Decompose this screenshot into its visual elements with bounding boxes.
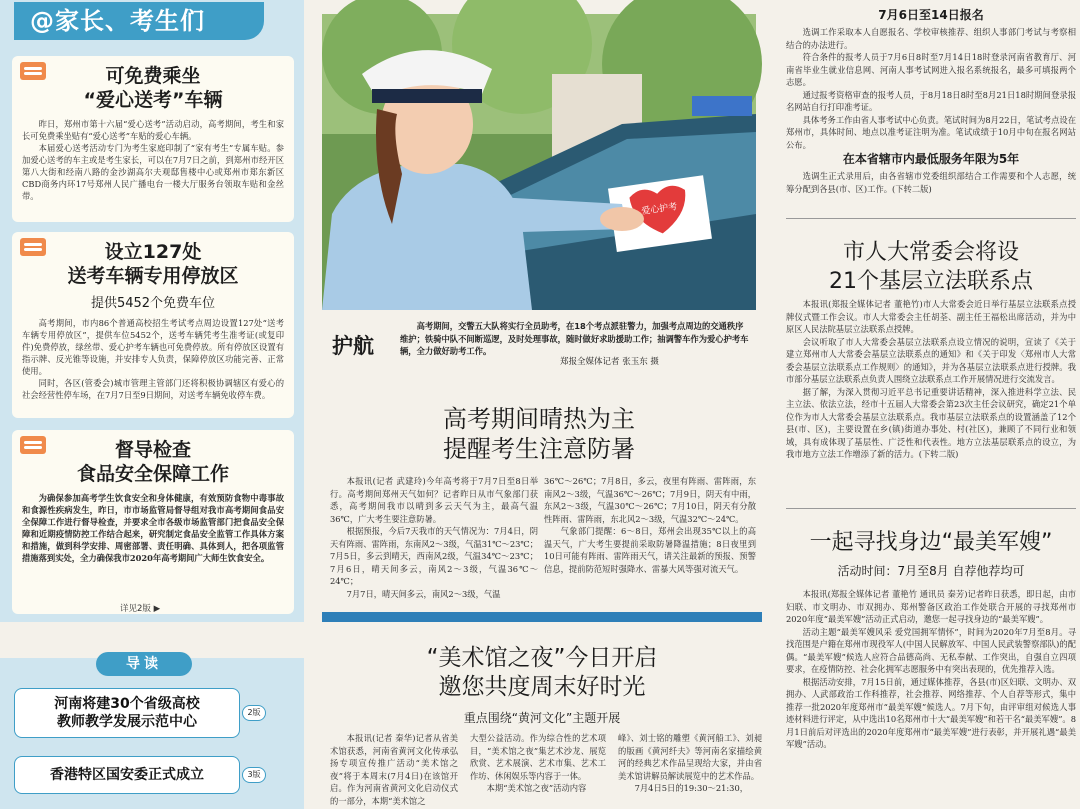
box-title-line: 可免费乘坐 bbox=[105, 65, 201, 87]
divider bbox=[786, 218, 1076, 219]
paragraph: 本报讯(郑报全媒体记者 董艳竹)市人大常委会近日举行基层立法联系点授牌仪式暨工作会议。市人大常委会主任胡荃、副主任王福松出席活动，并为中原区人民法院基层立法联系点授牌。 bbox=[786, 299, 1076, 334]
tag-icon bbox=[20, 238, 46, 256]
paragraph: 符合条件的报考人员于7月6日8时至7月14日18时登录河南省教育厅、河南省毕业生就业信息网、河南人事考试网进入报名系统报名，最多可填报两个志愿。 bbox=[786, 52, 1076, 87]
news-photo bbox=[322, 14, 756, 310]
army-wife-article bbox=[786, 588, 1076, 809]
photo-caption: 高考期间，交警五大队将实行全员助考，在18个考点派驻警力，加强考点周边的交通秩序维护；铁骑中队不间断巡逻，及时处理事故，随时做好求助援助工作；抽调警车作为爱心护考车辆，全力做好助考工作。 bbox=[400, 321, 749, 356]
paragraph: 据了解，为深入贯彻习近平总书记重要讲话精神，深入推进科学立法、民主立法、依法立法，经市十五届人大常委会第23次主任会议研究，确定21个单位作为市人大常委会基层立法联系点。我市基层立法联系点的设置涵盖了12个县(市、区)，主要设置在乡(镇)街道办事处、村(社区)，兼顾了不同行业和领域，具有成体现了基层性、广泛性和代表性。地方立法基层联系点的设立，为我市地方立法工作增添了新的活力。(下转二版) bbox=[786, 386, 1076, 459]
registration-subhead: 7月6日至14日报名 bbox=[878, 8, 984, 22]
recruit-article-top bbox=[786, 26, 1076, 150]
guide-page-badge[interactable]: 3版 bbox=[242, 767, 266, 783]
paragraph: 7月4日5日的19:30～21:30， bbox=[634, 783, 749, 793]
headline-line: 21个基层立法联系点 bbox=[829, 269, 1033, 294]
box-title-line: “爱心送考”车辆 bbox=[83, 89, 223, 111]
paragraph: 峰》、刘士铭的雕塑《黄河船工》、刘昶的版画《黄河纤夫》等河南名家描绘黄河的经典艺术作品呈现给大家，并由省美术馆讲解员解读展览中的艺术作品。 bbox=[618, 733, 762, 781]
paragraph: 本报讯(记者 武建玲)今年高考将于7月7日至8日举行。高考期间郑州天气如何？记者昨日从市气象部门获悉，高考期间我市以晴到多云天气为主，最高气温36℃，广大考生要注意防暑。 bbox=[330, 476, 538, 524]
paragraph: 选调工作采取本人自愿报名、学校审核推荐、组织人事部门考试与考察相结合的办法进行。 bbox=[786, 27, 1076, 50]
art-headline[interactable] bbox=[322, 644, 762, 702]
weather-article-col2 bbox=[544, 475, 756, 605]
recruit-article-mid bbox=[786, 170, 1076, 196]
box-title bbox=[12, 64, 294, 112]
photo-credit: 郑报全媒体记者 张玉东 摄 bbox=[560, 357, 659, 367]
news-box-free-ride[interactable] bbox=[12, 56, 294, 222]
photo-illustration bbox=[322, 14, 756, 310]
box-body bbox=[12, 112, 294, 202]
army-wife-headline[interactable]: 一起寻找身边“最美军嫂” bbox=[809, 530, 1053, 555]
paragraph: 本报讯(郑报全媒体记者 董艳竹 通讯员 秦芳)记者昨日获悉，即日起，由市妇联、市文明办、市双拥办、郑州警备区政治工作处联合开展的寻找郑州市2020年度“最美军嫂”活动正式启动，邀您一起寻找身边的“最美军嫂”。 bbox=[786, 589, 1076, 624]
sticker-text: 爱心护考 bbox=[640, 202, 678, 218]
see-more-label: 详见2版 bbox=[120, 604, 151, 614]
army-wife-subtitle: 活动时间：7月至8月 自荐他荐均可 bbox=[837, 564, 1025, 578]
section-banner: @家长、考生们 bbox=[14, 2, 264, 40]
headline-line: 邀您共度周末好时光 bbox=[438, 674, 646, 700]
paragraph: 会议听取了市人大常委会基层立法联系点设立情况的说明，宣读了《关于建立郑州市人大常委会基层立法联系点的通知》和《关于印发〈郑州市人大常委会基层立法联系点工作规则〉的通知》，并为各基层立法联系点进行授牌。我市部分基层立法联系点负责人围绕立法联系点工作开展情况进行交流发言。 bbox=[786, 336, 1076, 384]
headline-line: “美术馆之夜”今日开启 bbox=[426, 645, 658, 671]
paragraph: 本期“美术馆之夜”活动内容 bbox=[486, 783, 587, 793]
guide-item-line: 教师教学发展示范中心 bbox=[56, 714, 197, 730]
paragraph: 活动主题“最美军嫂风采 爱党国拥军情怀”，时间为2020年7月至8月。寻找范围是户籍在郑州市现役军人(中国人民解放军、中国人民武装警察部队)的配偶。“最美军嫂”候选人应符合品德高尚、无私奉献、工作突出，自强自立四项要求，在疫情防控、社会化拥军志愿服务中有突出表现的，优先推荐入选。 bbox=[786, 626, 1076, 674]
weather-article-col1 bbox=[330, 475, 538, 605]
box-title bbox=[12, 240, 294, 288]
guide-item-line: 香港特区国安委正式成立 bbox=[50, 767, 204, 783]
caption-label: 护航 bbox=[332, 334, 374, 358]
box-subtitle: 提供5452个免费车位 bbox=[90, 296, 216, 311]
section-divider bbox=[322, 612, 762, 622]
box-body bbox=[12, 486, 294, 564]
news-box-food-safety[interactable] bbox=[12, 430, 294, 614]
paragraph: 根据活动安排，7月15日前，通过媒体推荐，各县(市)区妇联、文明办、双拥办、人武部政治工作科推荐，社会推荐、网络推荐、个人自荐等形式，集中推荐一批2020年度郑州市“最美军嫂”候选人。7月下旬，由评审组对候选人事迹材料进行评定，从中选出10名郑州市十大“最美军嫂”和若干名“最美军嫂”。8月1日前后对评选出的2020年度郑州市“最美军嫂”进行表彰，并开展礼遇“最美军嫂”活动。 bbox=[786, 676, 1077, 749]
paragraph: 具体考务工作由省人事考试中心负责。笔试时间为8月22日，笔试考点设在郑州市，具体时间、地点以准考证注明为准。笔试成绩于10月中旬在报名网站公布。 bbox=[786, 114, 1076, 150]
paragraph: 7月7日，晴天间多云，南风2～3级，气温 bbox=[346, 588, 501, 599]
paragraph: 本届爱心送考活动专门为考生家庭印制了“家有考生”专属车贴。参加爱心送考的车主或是考生家长，可以在7月7日之前，到郑州市经开区第八大街和经南八路的金沙湖高尔夫观邸售楼中心或郑州市郑东新区CBD商务内环17号郑州人民广播电台一楼大厅服务台领取车贴和金丝带。 bbox=[22, 143, 284, 201]
guide-item-teaching-center[interactable] bbox=[14, 688, 240, 738]
art-article-col1 bbox=[330, 732, 458, 809]
news-box-parking[interactable] bbox=[12, 232, 294, 418]
paragraph: 昨日，郑州市第十六届“爱心送考”活动启动，高考期间，考生和家长可免费乘坐贴有“爱心送考”车贴的爱心车辆。 bbox=[22, 119, 284, 141]
guide-page-badge[interactable]: 2版 bbox=[242, 705, 266, 721]
paragraph: 高考期间，市内86个普通高校招生考试考点周边设置127处“送考车辆专用停放区”，提供车位5452个，送考车辆凭考生准考证(或复印件)免费停放，绿丝带、爱心护考车辆也可免费停放。所有停放区设置有指示牌、反光锥等设施，并安排专人负责，保障停放区功能完善、正常使用。 bbox=[22, 318, 284, 376]
service-years-subhead: 在本省辖市内最低服务年限为5年 bbox=[842, 152, 1020, 166]
paragraph: 36℃～26℃；7月8日，多云，夜里有阵雨、雷阵雨，东南风2～3级，气温36℃～26℃；7月9日，阴天有中雨，东风2～3级，气温30℃～26℃；7月10日，阴天有分散性阵雨、雷阵雨，东北风2～3级，气温32℃～24℃。 bbox=[544, 476, 756, 524]
art-subtitle: 重点围绕“黄河文化”主题开展 bbox=[463, 711, 621, 725]
paragraph: 根据预报，今后7天我市的天气情况为：7月4日，阴天有阵雨、雷阵雨，东南风2～3级，气温31℃～23℃；7月5日，多云到晴天，西南风2级，气温34℃～23℃；7月6日，晴天间多云，南风2～3级，气温36℃～24℃； bbox=[330, 526, 538, 586]
box-body bbox=[12, 311, 294, 401]
art-article-col3 bbox=[618, 732, 762, 809]
see-more-link[interactable] bbox=[120, 602, 160, 614]
headline-line: 提醒考生注意防暑 bbox=[443, 435, 635, 463]
guide-item-hk-security[interactable] bbox=[14, 756, 240, 794]
paragraph: 本报讯(记者 秦华)记者从省美术馆获悉，河南省黄河文化传承弘扬专项宣传推广活动“美术馆之夜”将于本周末(7月4日)在该馆开启。作为河南省黄河文化启动仪式的一部分，本期“美术馆之 bbox=[330, 733, 458, 806]
headline-line: 高考期间晴热为主 bbox=[443, 405, 635, 433]
paragraph: 同时，各区(管委会)城市管理主管部门还将积极协调辖区有爱心的社会经营性停车场，在7月7日至9日期间，对送考车辆免收停车费。 bbox=[22, 378, 284, 400]
paragraph: 通过报考资格审查的报考人员，于8月18日8时至8月21日18时期间登录报名网站自行打印准考证。 bbox=[786, 89, 1076, 112]
divider bbox=[786, 508, 1076, 509]
box-title-line: 食品安全保障工作 bbox=[76, 463, 229, 485]
tag-icon bbox=[20, 436, 46, 454]
guide-item-line: 河南将建30个省级高校 bbox=[54, 696, 200, 712]
headline-line: 市人大常委会将设 bbox=[842, 240, 1019, 265]
guide-badge: 导读 bbox=[96, 652, 192, 676]
paragraph: 大型公益活动。作为综合性的艺术项目，“美术馆之夜”集艺术沙龙、展览欣赏、艺术展演、艺术市集、艺术工作坊、休闲娱乐等内容于一体。 bbox=[470, 733, 606, 781]
paragraph: 为确保参加高考学生饮食安全和身体健康，有效预防食物中毒事故和食源性疾病发生，昨日，市市场监管局督导组对我市高考期间食品安全保障工作进行督导检查，并要求全市各级市场监管部门把食品安全保障和近期疫情防控工作结合起来，研究制定食品安全监管工作具体方案和措施，做到科学安排、周密部署、责任明确、具体到人，把各项监管措施落到实处，全力确保我市2020年高考期间广大师生饮食安全。 bbox=[22, 493, 284, 563]
box-title bbox=[12, 438, 294, 486]
paragraph: 选调生正式录用后，由各省辖市党委组织部结合工作需要和个人志愿，统筹分配到各县(市、区)工作。(下转二版) bbox=[786, 171, 1076, 194]
art-article-col2 bbox=[470, 732, 606, 809]
weather-headline[interactable] bbox=[322, 404, 756, 464]
box-title-line: 送考车辆专用停放区 bbox=[67, 265, 239, 287]
congress-headline[interactable] bbox=[786, 238, 1076, 296]
box-title-line: 督导检查 bbox=[114, 439, 191, 461]
box-title-line: 设立127处 bbox=[104, 241, 202, 263]
arrow-right-icon: ▶ bbox=[153, 604, 161, 614]
congress-article bbox=[786, 298, 1076, 492]
tag-icon bbox=[20, 62, 46, 80]
paragraph: 气象部门提醒：6～8日，郑州会出现35℃以上的高温天气，广大考生要提前采取防暑降温措施；8日夜里到10日可能有阵雨、雷阵雨天气，请关注最新的预报、预警信息，提前防范短时强降水、雷暴大风等强对流天气。 bbox=[544, 526, 756, 574]
